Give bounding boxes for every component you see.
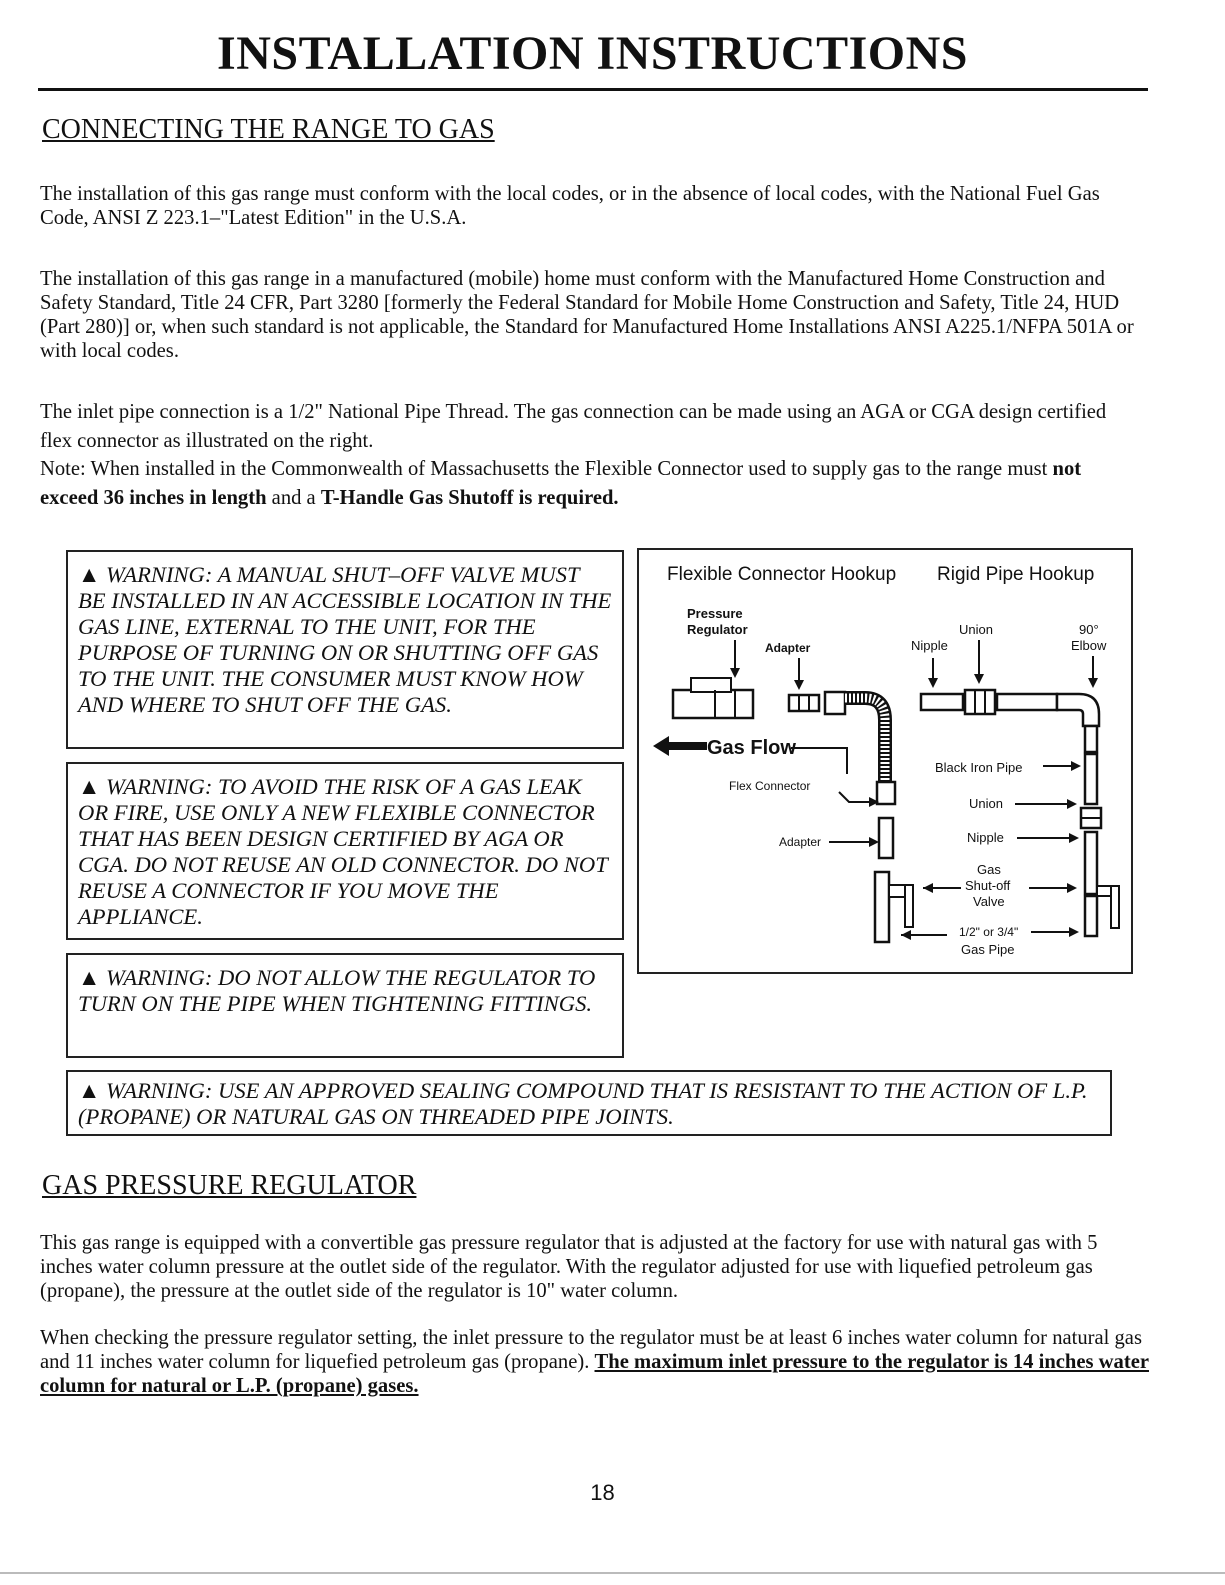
hookup-diagram-svg: [639, 550, 1131, 972]
arrowhead-icon: [1069, 833, 1079, 843]
warning-icon: ▲: [78, 1078, 101, 1103]
paragraph-inlet-pressure: [40, 1326, 1150, 1398]
warning-icon: ▲: [78, 965, 101, 990]
label-elbow: Elbow: [1071, 638, 1107, 653]
label-black-iron-pipe: Black Iron Pipe: [935, 760, 1023, 775]
gas-flow-arrow-shaft: [667, 742, 707, 750]
warning-icon: ▲: [78, 774, 101, 799]
paragraph-massachusetts-note: [40, 455, 1140, 513]
label-gas: Gas: [977, 862, 1001, 877]
label-elbow-degrees: 90°: [1079, 622, 1099, 637]
paragraph-code-conformance: The installation of this gas range must conform with the local codes, or in the absence of local codes, with the National Fuel Gas Code, ANSI Z 223.1–"Latest Edition" in the U.S.A.: [40, 183, 1100, 229]
arrow-to-flex: [839, 792, 871, 802]
gas-flow-arrow-icon: [653, 736, 669, 756]
rigid-hookup-title: Rigid Pipe Hookup: [937, 564, 1095, 585]
label-nipple-bottom: Nipple: [967, 830, 1004, 845]
note-length-limit: not exceed 36 inches in length: [40, 458, 1082, 509]
paragraph-mobile-home: The installation of this gas range in a manufactured (mobile) home must conform with the Manufactured Home Construction and Safety Standard, Title 24 CFR, Part 3280 [formerly the Federal Standard for Mobile Home Construction and Safety, Title 24, HUD (Part 280)] or, when such standard is not applicable, the Standard for Manufactured Home Installations ANSI A225.1/NFPA 501A or with local codes.: [40, 268, 1134, 362]
label-shut-off: Shut-off: [965, 878, 1011, 893]
arrowhead-icon: [928, 678, 938, 688]
label-valve: Valve: [973, 894, 1005, 909]
label-union-top: Union: [959, 622, 993, 637]
label-pressure: Pressure: [687, 606, 743, 621]
warning-text: WARNING: A MANUAL SHUT–OFF VALVE MUST BE INSTALLED IN AN ACCESSIBLE LOCATION IN THE GAS LINE, EXTERNAL TO THE UNIT, FOR THE PURPOSE OF TURNING ON OR SHUTTING OFF GAS TO THE UNIT. THE CONSUMER MUST KNOW HOW AND WHERE TO SHUT OFF THE GAS.: [78, 562, 612, 717]
inlet-pressure-text: When checking the pressure regulator setting, the inlet pressure to the regulator must be at least 6 inches water column for natural gas and 11 inches water column for liquefied petroleum gas (propane).: [40, 1327, 1142, 1373]
label-regulator: Regulator: [687, 622, 748, 637]
arrowhead-icon: [1088, 678, 1098, 688]
arrowhead-icon: [1067, 883, 1077, 893]
label-flex-connector: Flex Connector: [729, 779, 811, 793]
paragraph-inlet-pipe: The inlet pipe connection is a 1/2" National Pipe Thread. The gas connection can be made using an AGA or CGA design certified flex connector as illustrated on the right.: [40, 401, 1107, 452]
flex-hookup-title: Flexible Connector Hookup: [667, 564, 897, 585]
label-gas-flow: Gas Flow: [707, 737, 796, 759]
adapter-bottom-icon: [879, 818, 893, 858]
note-shutoff-required: T-Handle Gas Shutoff is required.: [320, 487, 619, 509]
arrowhead-icon: [923, 883, 933, 893]
arrowhead-icon: [730, 668, 740, 678]
label-nipple-top: Nipple: [911, 638, 948, 653]
section-heading-connecting: CONNECTING THE RANGE TO GAS: [42, 114, 495, 145]
label-gas-pipe: Gas Pipe: [961, 942, 1015, 957]
warning-box-regulator: [66, 953, 624, 1058]
arrowhead-icon: [1067, 799, 1077, 809]
shutoff-valve-left-icon: [875, 872, 913, 942]
section-heading-regulator: GAS PRESSURE REGULATOR: [42, 1170, 417, 1201]
label-adapter-bottom: Adapter: [779, 835, 822, 849]
warning-text: WARNING: USE AN APPROVED SEALING COMPOUND THAT IS RESISTANT TO THE ACTION OF L.P. (PROPANE) OR NATURAL GAS ON THREADED PIPE JOINTS.: [78, 1078, 1088, 1129]
note-text: Note: When installed in the Commonwealth of Massachusetts the Flexible Connector used to supply gas to the range must: [40, 458, 1053, 480]
warning-box-shutoff-valve: [66, 550, 624, 749]
flex-connector-icon: [845, 698, 895, 804]
arrowhead-icon: [901, 930, 911, 940]
arrowhead-icon: [794, 680, 804, 690]
warning-text: WARNING: DO NOT ALLOW THE REGULATOR TO TURN ON THE PIPE WHEN TIGHTENING FITTINGS.: [78, 965, 596, 1016]
arrowhead-icon: [1069, 927, 1079, 937]
arrowhead-icon: [869, 837, 879, 847]
page-number: 18: [590, 1480, 615, 1505]
warning-text: WARNING: TO AVOID THE RISK OF A GAS LEAK OR FIRE, USE ONLY A NEW FLEXIBLE CONNECTOR THAT HAS BEEN DESIGN CERTIFIED BY AGA OR CGA. DO NOT REUSE AN OLD CONNECTOR. DO NOT REUSE A CONNECTOR IF YOU MOVE THE APPLIANCE.: [78, 774, 608, 929]
arrowhead-icon: [974, 674, 984, 684]
hookup-diagram: [637, 548, 1133, 974]
note-text-mid: and a: [266, 487, 321, 509]
bottom-edge-rule: [0, 1572, 1225, 1574]
arrowhead-icon: [1071, 761, 1081, 771]
regulator-icon: [673, 678, 753, 718]
label-pipe-size: 1/2" or 3/4": [959, 925, 1019, 939]
warning-box-flex-connector: [66, 762, 624, 940]
page-title: INSTALLATION INSTRUCTIONS: [217, 27, 968, 80]
label-adapter-top: Adapter: [765, 641, 811, 655]
warning-icon: ▲: [78, 562, 101, 587]
max-inlet-pressure-emphasis: The maximum inlet pressure to the regulator is 14 inches water column for natural or L.P. (propane) gases.: [40, 1351, 1149, 1397]
paragraph-regulator-description: This gas range is equipped with a convertible gas pressure regulator that is adjusted at the factory for use with natural gas with 5 inches water column pressure at the outlet side of the regulator. With the regulator adjusted for use with liquefied petroleum gas (propane), the pressure at the outlet side of the regulator is 10" water column.: [40, 1232, 1098, 1302]
rigid-pipe-icon: [921, 690, 1101, 894]
label-union-bottom: Union: [969, 796, 1003, 811]
warning-box-sealing-compound: [66, 1070, 1112, 1136]
title-rule: [38, 88, 1148, 91]
adapter-fitting-icon: [789, 692, 845, 714]
gas-flow-bracket: [791, 748, 847, 774]
